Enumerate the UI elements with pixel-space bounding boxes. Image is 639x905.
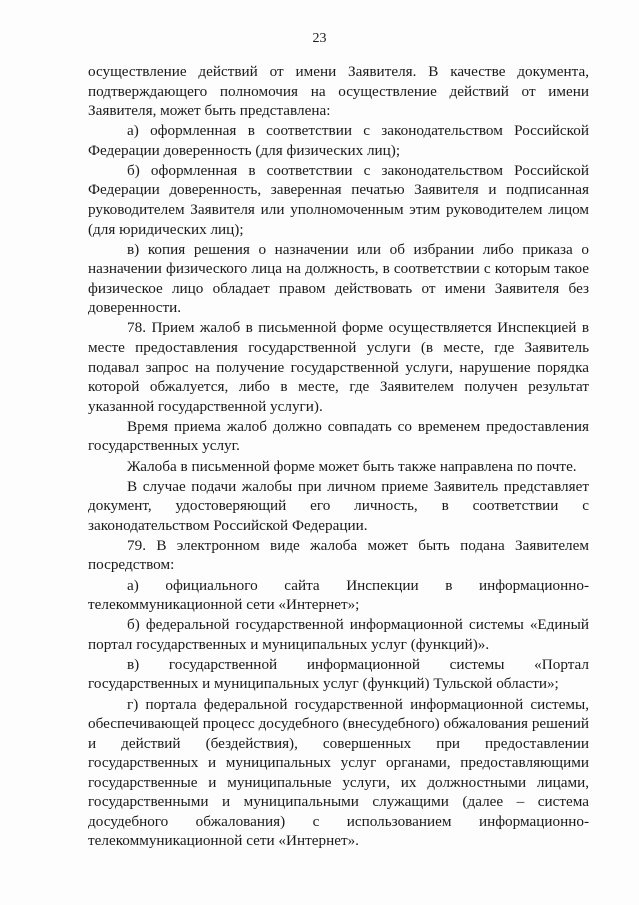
paragraph-item-b: б) оформленная в соответствии с законодательством Российской Федерации доверенность, заверенная печатью Заявителя и подписанная руководителем Заявителя или уполномоченным этим руководителем лицом (для юридических лиц); [88,161,589,238]
paragraph-reception-time: Время приема жалоб должно совпадать со временем предоставления государственных услуг. [88,417,589,455]
paragraph-by-mail: Жалоба в письменной форме может быть также направлена по почте. [127,457,577,475]
document-body [88,62,589,851]
paragraph-item-79c: в) государственной информационной системы «Портал государственных и муниципальных услуг (функций) Тульской области»; [88,655,589,693]
paragraph-item-79b: б) федеральной государственной информационной системы «Единый портал государственных и муниципальных услуг (функций)». [88,616,589,653]
page-number: 23 [312,31,327,46]
paragraph-personal-reception: В случае подачи жалобы при личном приеме Заявитель представляет документ, удостоверяющий его личность, в соответствии с законодательством Российской Федерации. [88,477,589,534]
paragraph-clause-78: 78. Прием жалоб в письменной форме осуществляется Инспекцией в месте предоставления государственной услуги (в месте, где Заявитель подавал запрос на получение государственной услуги, нарушение порядка которой обжалуется, либо в месте, где Заявителем получен результат указанной государственной услуги). [88,319,589,415]
paragraph-intro: осуществление действий от имени Заявителя. В качестве документа, подтверждающего полномочия на осуществление действий от имени Заявителя, может быть представлена: [88,63,589,120]
paragraph-item-79g: г) портала федеральной государственной информационной системы, обеспечивающей процесс досудебного (внесудебного) обжалования решений и действий (бездействия), совершенных при предоставлении государственных и муниципальных услуг органами, предоставляющими государственные и муниципальные услуги, их должностными лицами, государственными и муниципальными служащими (далее – система досудебного обжалования) с использованием информационно-телекоммуникационной сети «Интернет». [88,695,589,850]
paragraph-item-79a: а) официального сайта Инспекции в информационно-телекоммуникационной сети «Интернет»; [88,576,589,614]
paragraph-clause-79: 79. В электронном виде жалоба может быть подана Заявителем посредством: [88,536,589,574]
paragraph-item-a: а) оформленная в соответствии с законодательством Российской Федерации доверенность (для физических лиц); [88,122,589,159]
paragraph-item-c: в) копия решения о назначении или об избрании либо приказа о назначении физического лица на должность, в соответствии с которым такое физическое лицо обладает правом действовать от имени Заявителя без доверенности. [88,240,589,317]
